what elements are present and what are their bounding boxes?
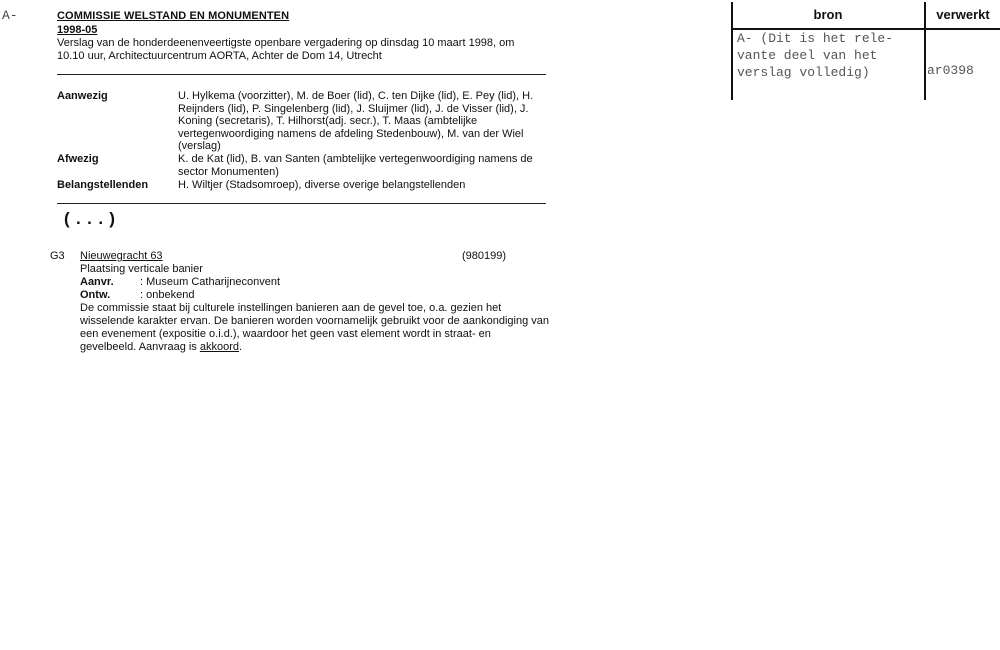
decision: akkoord — [199, 341, 240, 353]
divider-top — [57, 74, 546, 75]
present-list: U. Hylkema (voorzitter), M. de Boer (lid), C. ten Dijke (lid), E. Pey (lid), H. Reijnders (lid), P. Singelenberg (lid), J. Sluijmer (lid), J. de Visser (lid), J. Koning (secretaris), T. Hilhorst(adj. secr.), T. Maas (ambtelijke vertegenwoordiging namens de afdeling Stedenbouw), M. van der Wiel (verslag) — [178, 90, 534, 153]
meeting-description: Verslag van de honderdeenenveertigste openbare vergadering op dinsdag 10 maart 1998, om 10.10 uur, Architectuurcentrum AORTA, Achter de Dom 14, Utrecht — [57, 37, 515, 62]
applicant-value: : Museum Catharijneconvent — [140, 276, 281, 288]
item-reference: (980199) — [462, 250, 507, 262]
stakeholders-label: Belangstellenden — [57, 179, 149, 191]
item-title: Nieuwegracht 63 — [80, 250, 163, 262]
margin-marker: A- — [2, 8, 18, 23]
item-subject: Plaatsing verticale banier — [80, 263, 203, 275]
verwerkt-code: ar0398 — [927, 63, 974, 78]
present-label: Aanwezig — [57, 90, 108, 102]
absent-list: K. de Kat (lid), B. van Santen (ambtelijke vertegenwoordiging namens de sector Monumenten) — [178, 153, 533, 178]
bron-note: A- (Dit is het rele- vante deel van het verslag volledig) — [737, 31, 894, 80]
omission-marker: (...) — [62, 211, 119, 230]
absent-label: Afwezig — [57, 153, 99, 165]
organisation-title: COMMISSIE WELSTAND EN MONUMENTEN — [57, 10, 290, 22]
item-code: G3 — [50, 250, 65, 262]
applicant-label: Aanvr. — [80, 276, 114, 288]
header-verwerkt: verwerkt — [936, 7, 990, 22]
meeting-code: 1998-05 — [57, 24, 98, 36]
designer-label: Ontw. — [80, 289, 111, 301]
item-body-text: De commissie staat bij culturele instellingen banieren aan de gevel toe, o.a. gezien het wisselende karakter ervan. De banieren worden voornamelijk gebruikt voor de aankondiging van een evenement (expositie o.i.d.), waardoor het geen vast element wordt in straat- en gevelbeeld. Aanvraag is — [80, 302, 549, 353]
divider-bottom — [57, 203, 546, 204]
stakeholders-list: H. Wiltjer (Stadsomroep), diverse overige belangstellenden — [178, 179, 466, 191]
designer-value: : onbekend — [140, 289, 195, 301]
item-body — [80, 302, 550, 354]
header-bron: bron — [813, 7, 843, 22]
item-body-tail: . — [239, 341, 243, 353]
